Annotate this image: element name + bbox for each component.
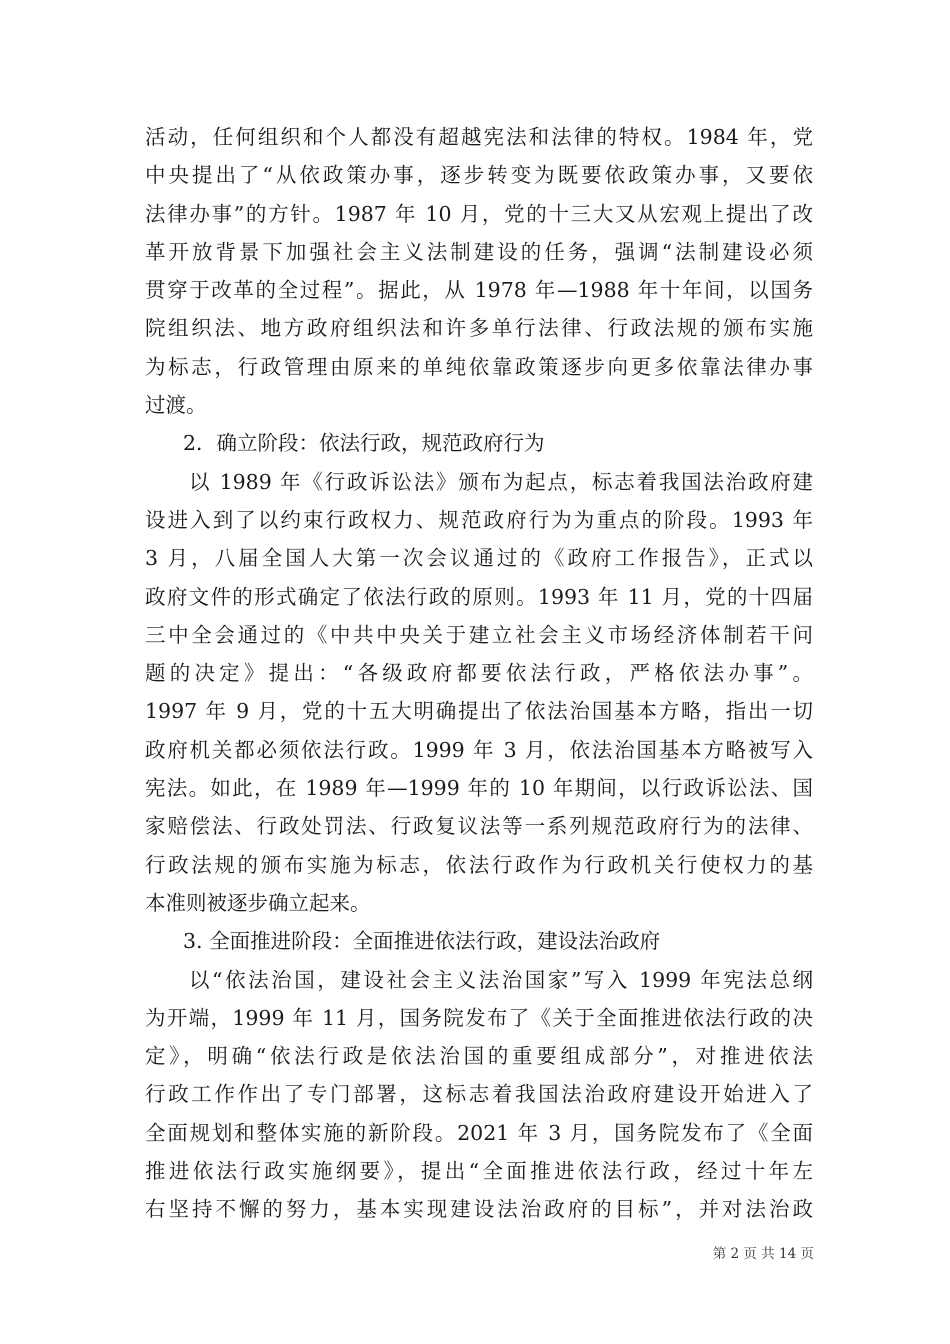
text-line: 法律办事”的方针。1987 年 10 月，党的十三大又从宏观上提出了改	[145, 201, 813, 226]
text-line: 以 1989 年《行政诉讼法》颁布为起点，标志着我国法治政府建	[189, 469, 813, 494]
text-line: 1997 年 9 月，党的十五大明确提出了依法治国基本方略，指出一切	[145, 699, 813, 724]
text-line: 推进依法行政实施纲要》，提出“全面推进依法行政，经过十年左	[145, 1159, 813, 1184]
text-line: 全面规划和整体实施的新阶段。2021 年 3 月，国务院发布了《全面	[145, 1120, 813, 1145]
text-line: 宪法。如此，在 1989 年—1999 年的 10 年期间，以行政诉讼法、国	[145, 776, 813, 801]
text-line: 为标志，行政管理由原来的单纯依靠政策逐步向更多依靠法律办事	[145, 354, 813, 379]
text-line: 本准则被逐步确立起来。	[145, 890, 371, 915]
text-line: 三中全会通过的《中共中央关于建立社会主义市场经济体制若干问	[145, 622, 813, 647]
text-line: 题的决定》提出：“各级政府都要依法行政，严格依法办事”。	[145, 661, 813, 686]
text-line: 行政法规的颁布实施为标志，依法行政作为行政机关行使权力的基	[145, 852, 813, 877]
text-line: 院组织法、地方政府组织法和许多单行法律、行政法规的颁布实施	[145, 316, 813, 341]
section-heading: 3. 全面推进阶段：全面推进依法行政，建设法治政府	[183, 929, 661, 954]
text-line: 政府文件的形式确定了依法行政的原则。1993 年 11 月，党的十四届	[145, 584, 813, 609]
text-line: 过渡。	[145, 393, 207, 418]
document-body	[145, 118, 813, 1229]
text-line: 以“依法治国，建设社会主义法治国家”写入 1999 年宪法总纲	[189, 967, 813, 992]
text-line: 为开端，1999 年 11 月，国务院发布了《关于全面推进依法行政的决	[145, 1005, 813, 1030]
text-line: 革开放背景下加强社会主义法制建设的任务，强调“法制建设必须	[145, 239, 813, 264]
text-line: 政府机关都必须依法行政。1999 年 3 月，依法治国基本方略被写入	[145, 737, 813, 762]
text-line: 中央提出了“从依政策办事，逐步转变为既要依政策办事，又要依	[145, 163, 813, 188]
text-line: 行政工作作出了专门部署，这标志着我国法治政府建设开始进入了	[145, 1082, 813, 1107]
text-line: 家赔偿法、行政处罚法、行政复议法等一系列规范政府行为的法律、	[145, 814, 813, 839]
page-number-footer: 第 2 页 共 14 页	[712, 1246, 814, 1262]
text-line: 3 月，八届全国人大第一次会议通过的《政府工作报告》，正式以	[145, 546, 813, 571]
text-line: 右坚持不懈的努力，基本实现建设法治政府的目标”，并对法治政	[145, 1197, 813, 1222]
text-line: 贯穿于改革的全过程”。据此，从 1978 年—1988 年十年间，以国务	[145, 278, 813, 303]
section-heading: 2．确立阶段：依法行政，规范政府行为	[183, 431, 545, 456]
text-line: 活动，任何组织和个人都没有超越宪法和法律的特权。1984 年，党	[145, 125, 813, 149]
text-line: 设进入到了以约束行政权力、规范政府行为为重点的阶段。1993 年	[145, 507, 813, 532]
text-line: 定》，明确“依法行政是依法治国的重要组成部分”，对推进依法	[145, 1044, 813, 1069]
